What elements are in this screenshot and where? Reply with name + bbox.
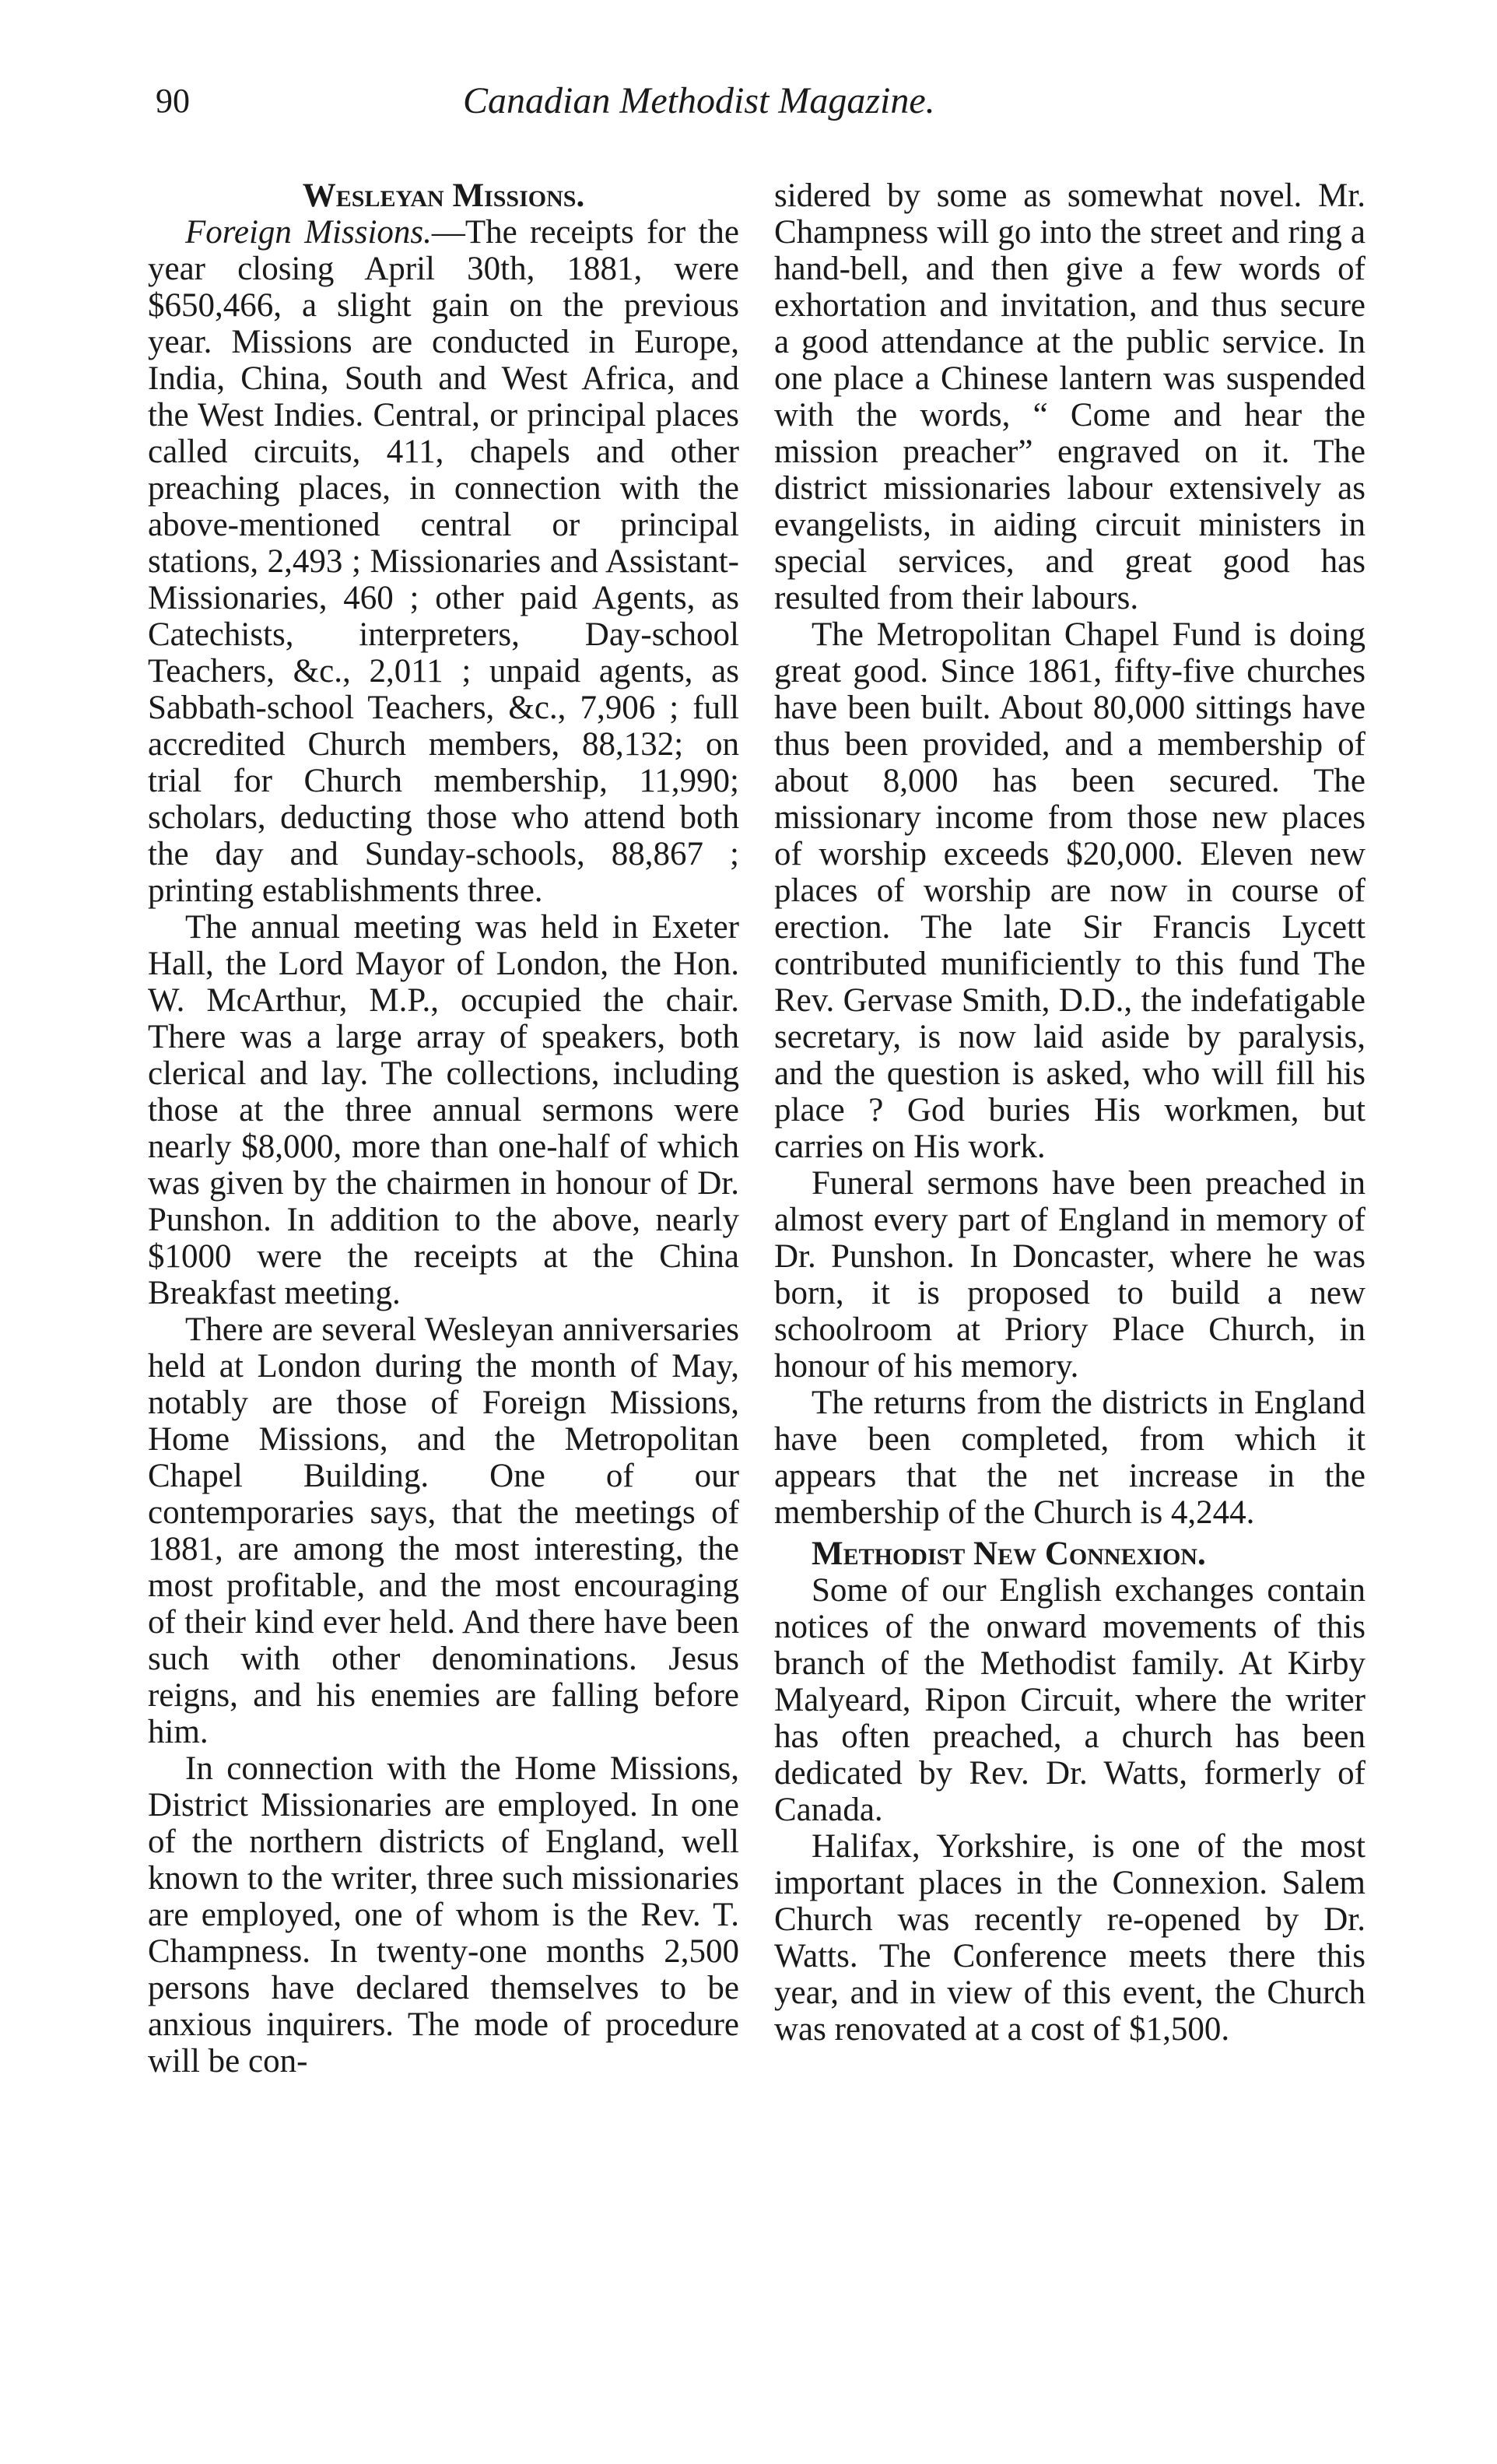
paragraph-halifax: Halifax, Yorkshire, is one of the most important places in the Connexion. Salem Church was recently re-opened by Dr. Watts. The Conference meets there this year, and in view of this event, the Church was renovated at a cost of $1,500. <box>774 1828 1366 2048</box>
page <box>148 78 1377 2382</box>
right-column <box>774 177 1366 2048</box>
paragraph-funeral-sermons: Funeral sermons have been preached in almost every part of England in memory of Dr. Punshon. In Doncaster, where he was born, it is proposed to build a new schoolroom at Priory Place Church, in honour of his memory. <box>774 1165 1366 1385</box>
paragraph-returns: The returns from the districts in England have been completed, from which it appears that the net increase in the membership of the Church is 4,244. <box>774 1385 1366 1531</box>
paragraph-chapel-fund: The Metropolitan Chapel Fund is doing great good. Since 1861, fifty-five churches have been built. About 80,000 sittings have thus been provided, and a membership of about 8,000 has been secured. The missionary income from those new places of worship exceeds $20,000. Eleven new places of worship are now in course of erection. The late Sir Francis Lycett contributed munificiently to this fund The Rev. Gervase Smith, D.D., the indefatigable secretary, is now laid aside by paralysis, and the question is asked, who will fill his place ? God buries His workmen, but carries on His work. <box>774 616 1366 1165</box>
running-title: Canadian Methodist Magazine. <box>463 80 935 121</box>
section-heading-wesleyan-missions: Wesleyan Missions. <box>302 177 585 214</box>
page-number: 90 <box>156 82 190 120</box>
paragraph-english-exchanges: Some of our English exchanges contain notices of the onward movements of this branch of the Methodist family. At Kirby Malyeard, Ripon Circuit, where the writer has often preached, a church has been dedicated by Rev. Dr. Watts, formerly of Canada. <box>774 1572 1366 1828</box>
run-in-heading-foreign-missions: Foreign Missions. <box>185 214 432 251</box>
paragraph-continuation: sidered by some as somewhat novel. Mr. Champness will go into the street and ring a hand-bell, and then give a few words of exhortation and invitation, and thus secure a good attendance at the public service. In one place a Chinese lantern was suspended with the words, “ Come and hear the mission preacher” engraved on it. The district missionaries labour extensively as evangelists, in aiding circuit ministers in special services, and great good has resulted from their labours. <box>774 177 1366 616</box>
paragraph-annual-meeting: The annual meeting was held in Exeter Hall, the Lord Mayor of London, the Hon. W. McArthur, M.P., occupied the chair. There was a large array of speakers, both clerical and lay. The collections, including those at the three annual sermons were nearly $8,000, more than one-half of which was given by the chairmen in honour of Dr. Punshon. In addition to the above, nearly $1000 were the receipts at the China Breakfast meeting. <box>148 909 739 1311</box>
paragraph-anniversaries: There are several Wesleyan anniversaries held at London during the month of May, notably are those of Foreign Missions, Home Missions, and the Metropolitan Chapel Building. One of our contemporaries says, that the meetings of 1881, are among the most interesting, the most profitable, and the most encouraging of their kind ever held. And there have been such with other denominations. Jesus reigns, and his enemies are falling before him. <box>148 1311 739 1750</box>
section-heading-new-connexion: Methodist New Connexion. <box>812 1536 1206 1572</box>
left-column <box>148 177 739 2080</box>
paragraph-home-missions: In connection with the Home Missions, District Missionaries are employed. In one of the northern districts of England, well known to the writer, three such missionaries are employed, one of whom is the Rev. T. Champness. In twenty-one months 2,500 persons have declared themselves to be anxious inquirers. The mode of procedure will be con- <box>148 1750 739 2080</box>
paragraph-foreign-missions <box>148 214 739 909</box>
page-header <box>148 78 1377 140</box>
paragraph-text: —The receipts for the year closing April 30th, 1881, were $650,466, a slight gain on the previous year. Missions are conducted in Europe, India, China, South and West Africa, and the West Indies. Central, or principal places called circuits, 411, chapels and other preaching places, in connection with the above-mentioned central or principal stations, 2,493 ; Missionaries and Assistant-Missionaries, 460 ; other paid Agents, as Catechists, interpreters, Day-school Teachers, &c., 2,011 ; unpaid agents, as Sabbath-school Teachers, &c., 7,906 ; full accredited Church members, 88,132; on trial for Church membership, 11,990; scholars, deducting those who attend both the day and Sunday-schools, 88,867 ; printing establishments three. <box>148 214 739 909</box>
